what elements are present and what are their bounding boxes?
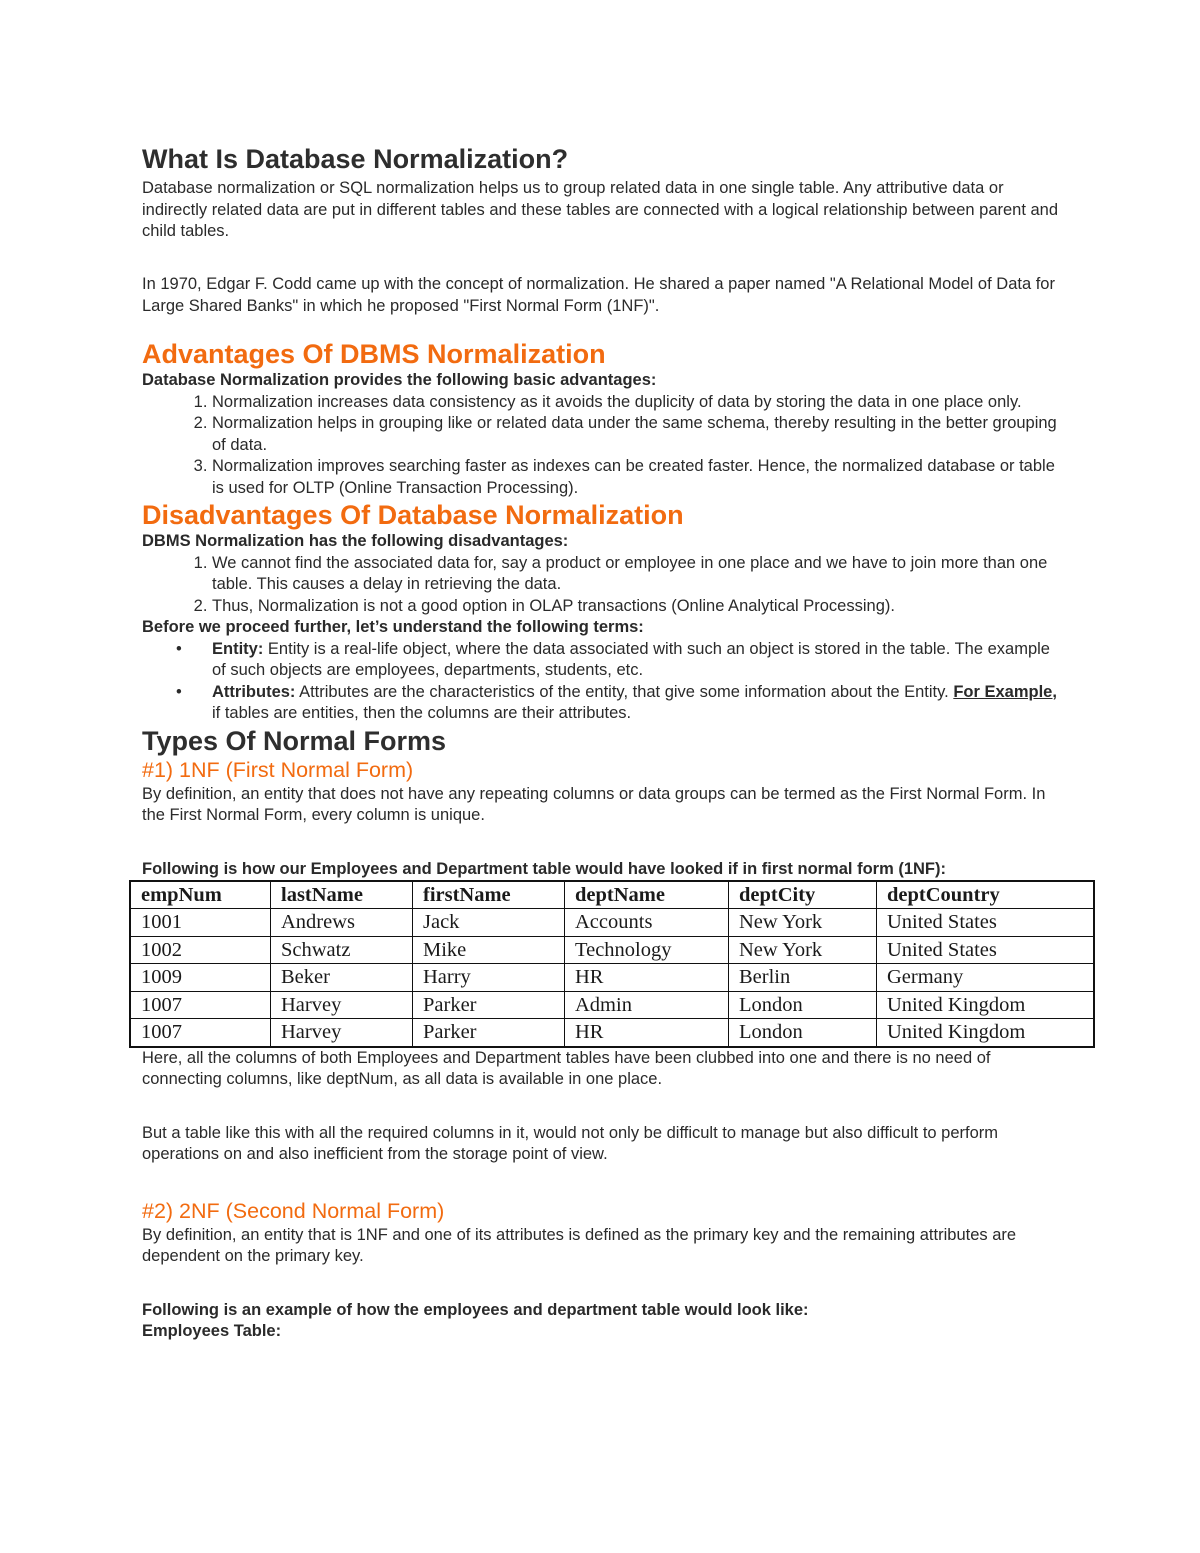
list-item <box>176 682 1062 725</box>
bullet-icon: • <box>176 639 182 658</box>
table-row <box>130 909 1094 937</box>
nf1-heading: #1) 1NF (First Normal Form) <box>142 757 414 782</box>
list-item <box>176 639 1062 682</box>
column-header: lastName <box>271 881 413 909</box>
advantages-lead: Database Normalization provides the following basic advantages: <box>142 371 657 389</box>
nf2-example-lead: Following is an example of how the employees and department table would look like: <box>142 1300 809 1319</box>
table-cell: Andrews <box>271 909 413 937</box>
table-cell: Harvey <box>271 991 413 1019</box>
table-cell: Harvey <box>271 1019 413 1047</box>
term-text: Entity is a real-life object, where the data associated with such an object is stored in the table. The example of such objects are employees, departments, students, etc. <box>212 639 1050 679</box>
advantages-list <box>142 392 1062 500</box>
table-cell: United States <box>877 936 1095 964</box>
advantages-heading: Advantages Of DBMS Normalization <box>142 339 606 369</box>
table-cell: Technology <box>565 936 729 964</box>
table-cell: Beker <box>271 964 413 992</box>
table-cell: 1007 <box>130 991 271 1019</box>
table-row <box>130 964 1094 992</box>
table-cell: HR <box>565 964 729 992</box>
bullet-icon: • <box>176 682 182 701</box>
table-cell: London <box>729 1019 877 1047</box>
table-row <box>130 936 1094 964</box>
term-text-after: if tables are entities, then the columns are their attributes. <box>212 704 632 722</box>
table-row <box>130 1019 1094 1047</box>
term-label: Attributes: <box>212 682 296 701</box>
types-heading: Types Of Normal Forms <box>142 725 447 756</box>
table-cell: Mike <box>413 936 565 964</box>
table-header-row <box>130 881 1094 909</box>
terms-lead: Before we proceed further, let’s understand the following terms: <box>142 618 644 636</box>
table-cell: Parker <box>413 1019 565 1047</box>
list-item: 2. Thus, Normalization is not a good option in OLAP transactions (Online Analytical Processing). <box>212 596 1062 618</box>
nf1-after-paragraph-1: Here, all the columns of both Employees and Department tables have been clubbed into one and there is no need of connecting columns, like deptNum, as all data is available in one place. <box>142 1048 991 1088</box>
table-row <box>130 991 1094 1019</box>
table-cell: United Kingdom <box>877 991 1095 1019</box>
table-cell: Schwatz <box>271 936 413 964</box>
table-cell: 1002 <box>130 936 271 964</box>
term-text: Attributes are the characteristics of the entity, that give some information about the Entity. <box>295 682 954 701</box>
table-cell: New York <box>729 936 877 964</box>
terms-list <box>142 639 1062 725</box>
document-content <box>142 142 1062 1343</box>
list-item: 3. Normalization improves searching faster as indexes can be created faster. Hence, the normalized database or table is used for OLTP (Online Transaction Processing). <box>212 456 1062 499</box>
table-cell: United States <box>877 909 1095 937</box>
table-cell: London <box>729 991 877 1019</box>
table-cell: New York <box>729 909 877 937</box>
nf1-definition: By definition, an entity that does not have any repeating columns or data groups can be termed as the First Normal Form. In the First Normal Form, every column is unique. <box>142 784 1046 824</box>
page-title: What Is Database Normalization? <box>142 144 569 174</box>
table-cell: Germany <box>877 964 1095 992</box>
intro-paragraph-2: In 1970, Edgar F. Codd came up with the concept of normalization. He shared a paper named "A Relational Model of Data for Large Shared Banks" in which he proposed "First Normal Form (1NF)". <box>142 275 1055 315</box>
table-cell: Berlin <box>729 964 877 992</box>
column-header: firstName <box>413 881 565 909</box>
table-cell: 1001 <box>130 909 271 937</box>
table-cell: Admin <box>565 991 729 1019</box>
list-item: 1. We cannot find the associated data for, say a product or employee in one place and we have to join more than one table. This causes a delay in retrieving the data. <box>212 553 1062 596</box>
nf1-table-lead: Following is how our Employees and Department table would have looked if in first normal form (1NF): <box>142 859 946 878</box>
table-cell: Jack <box>413 909 565 937</box>
disadvantages-heading: Disadvantages Of Database Normalization <box>142 500 684 530</box>
nf2-table-label: Employees Table: <box>142 1322 282 1340</box>
table-cell: Harry <box>413 964 565 992</box>
table-cell: 1009 <box>130 964 271 992</box>
table-cell: Accounts <box>565 909 729 937</box>
nf1-after-paragraph-2: But a table like this with all the required columns in it, would not only be difficult to manage but also difficult to perform operations on and also inefficient from the storage point of view. <box>142 1123 999 1163</box>
nf2-definition: By definition, an entity that is 1NF and one of its attributes is defined as the primary key and the remaining attributes are dependent on the primary key. <box>142 1225 1017 1265</box>
term-label: Entity: <box>212 639 264 658</box>
disadvantages-list <box>142 553 1062 618</box>
example-label: For Example, <box>953 682 1057 701</box>
list-item: 1. Normalization increases data consistency as it avoids the duplicity of data by storing the data in one place only. <box>212 392 1062 414</box>
nf1-table <box>129 880 1095 1048</box>
table-cell: Parker <box>413 991 565 1019</box>
disadvantages-lead: DBMS Normalization has the following disadvantages: <box>142 532 569 550</box>
column-header: deptCountry <box>877 881 1095 909</box>
table-cell: United Kingdom <box>877 1019 1095 1047</box>
table-cell: HR <box>565 1019 729 1047</box>
intro-paragraph-1: Database normalization or SQL normalization helps us to group related data in one single table. Any attributive data or indirectly related data are put in different tables and these tables are connected with a logical relationship between parent and child tables. <box>142 179 1059 240</box>
list-item: 2. Normalization helps in grouping like or related data under the same schema, thereby resulting in the better grouping of data. <box>212 413 1062 456</box>
table-cell: 1007 <box>130 1019 271 1047</box>
column-header: deptCity <box>729 881 877 909</box>
column-header: deptName <box>565 881 729 909</box>
nf2-heading: #2) 2NF (Second Normal Form) <box>142 1198 445 1223</box>
column-header: empNum <box>130 881 271 909</box>
